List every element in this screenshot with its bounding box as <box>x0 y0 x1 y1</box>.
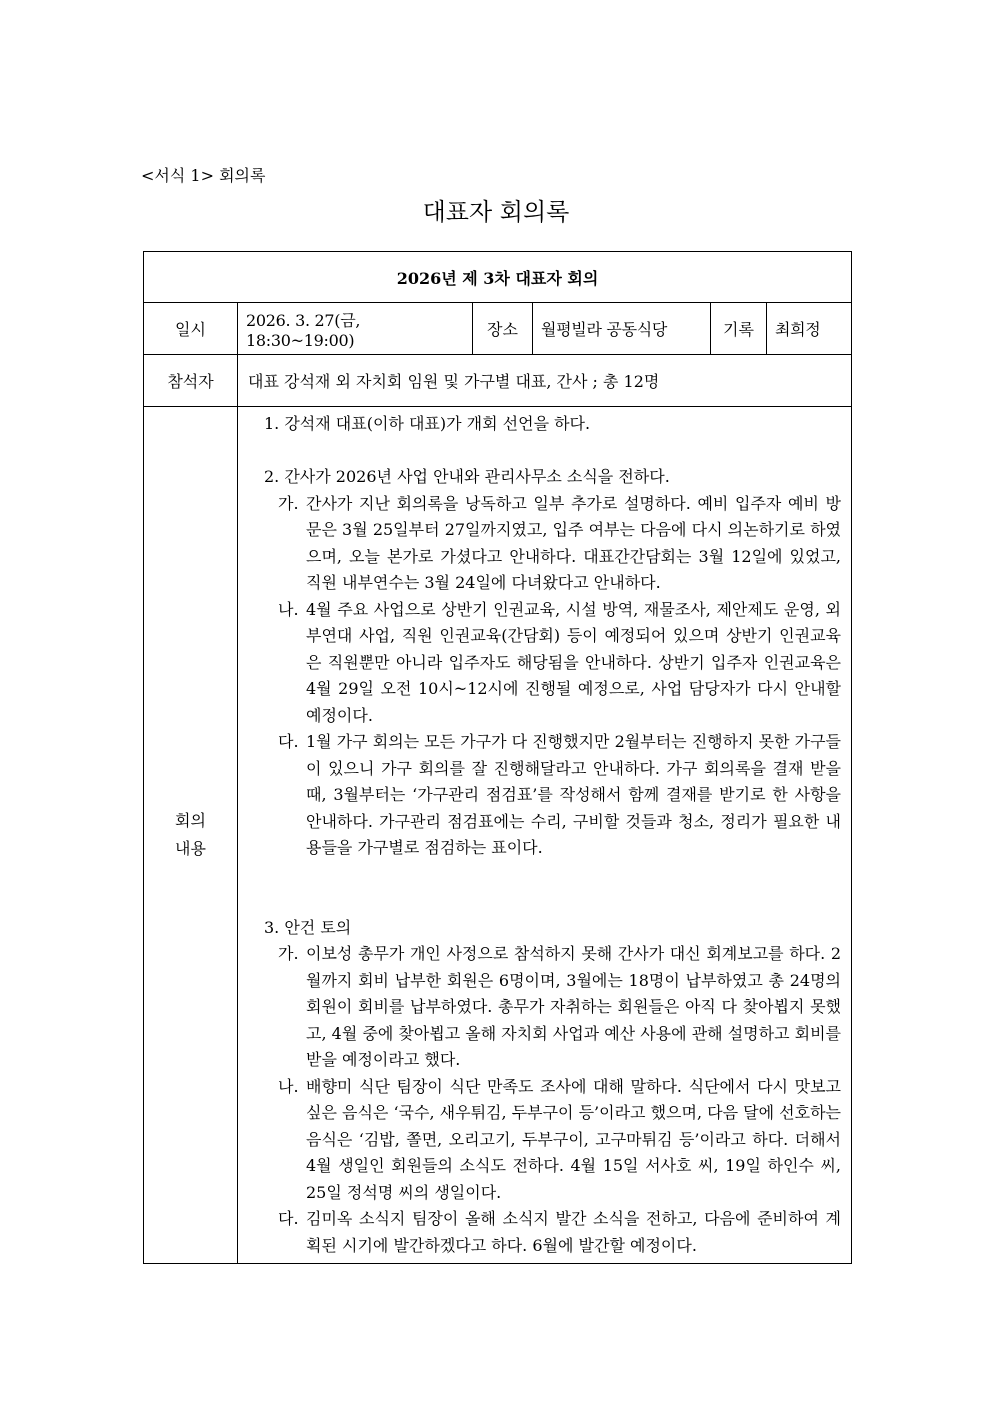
recorder-label: 기록 <box>711 303 767 355</box>
content-label <box>144 407 238 1264</box>
minutes-table <box>143 251 852 1264</box>
section-1-title: 1. 강석재 대표(이하 대표)가 개회 선언을 하다. <box>264 414 591 433</box>
attendees-label: 참석자 <box>144 355 238 407</box>
section-2 <box>260 464 841 862</box>
item-text: 이보성 총무가 개인 사정으로 참석하지 못해 간사가 대신 회계보고를 하다. 2월까지 회비 납부한 회원은 6명이며, 3월에는 18명이 납부하였고 총 24명의 회원이 회비를 납부하였다. 총무가 자취하는 회원들은 아직 다 찾아뵙지 못했고, 4월 중에 찾아뵙고 올해 자치회 사업과 예산 사용에 관해 설명하고 회비를 받을 예정이라고 했다. <box>306 944 841 1069</box>
item-marker: 나. <box>278 599 299 619</box>
item-text: 김미옥 소식지 팀장이 올해 소식지 발간 소식을 전하고, 다음에 준비하여 계획된 시기에 발간하겠다고 하다. 6월에 발간할 예정이다. <box>306 1209 841 1255</box>
item-text: 간사가 지난 회의록을 낭독하고 일부 추가로 설명하다. 예비 입주자 예비 방문은 3월 25일부터 27일까지였고, 입주 여부는 다음에 다시 의논하기로 하였으며, 오늘 본가로 가셨다고 안내하다. 대표간간담회는 3월 12일에 있었고, 직원 내부연수는 3월 24일에 다녀왔다고 안내하다. <box>306 493 841 592</box>
section-2-title: 2. 간사가 2026년 사업 안내와 관리사무소 소식을 전하다. <box>264 467 670 486</box>
list-item <box>260 729 841 862</box>
item-text: 배향미 식단 팀장이 식단 만족도 조사에 대해 말하다. 식단에서 다시 맛보고 싶은 음식은 ‘국수, 새우튀김, 두부구이 등’이라고 했으며, 다음 달에 선호하는 음식은 ‘김밥, 쫄면, 오리고기, 두부구이, 고구마튀김 등’이라고 하다. 더해서 4월 생일인 회원들의 소식도 전하다. 4월 15일 서사호 씨, 19일 하인수 씨, 25일 정석명 씨의 생일이다. <box>306 1076 841 1202</box>
item-text: 4월 주요 사업으로 상반기 인권교육, 시설 방역, 재물조사, 제안제도 운영, 외부연대 사업, 직원 인권교육(간담회) 등이 예정되어 있으며 상반기 인권교육은 직원뿐만 아니라 입주자도 해당됨을 안내하다. 상반기 입주자 인권교육은 4월 29일 오전 10시~12시에 진행될 예정으로, 사업 담당자가 다시 안내할 예정이다. <box>306 599 841 725</box>
list-item <box>260 597 841 730</box>
list-item <box>260 941 841 1074</box>
item-marker: 나. <box>278 1076 299 1096</box>
place-label: 장소 <box>473 303 533 355</box>
recorder-value: 최희정 <box>767 303 852 355</box>
section-3 <box>260 915 841 1260</box>
content-cell <box>238 407 852 1264</box>
date-label: 일시 <box>144 303 238 355</box>
content-label-line1: 회의 <box>175 811 206 830</box>
document-title: 대표자 회의록 <box>422 198 570 226</box>
item-text: 1월 가구 회의는 모든 가구가 다 진행했지만 2월부터는 진행하지 못한 가구들이 있으니 가구 회의를 잘 진행해달라고 안내하다. 가구 회의록을 결재 받을 때, 3월부터는 ‘가구관리 점검표’를 작성해서 함께 결재를 받기로 한 사항을 안내하다. 가구관리 점검표에는 수리, 구비할 것들과 청소, 정리가 필요한 내용들을 가구별로 점검하는 표이다. <box>306 732 841 857</box>
list-item <box>260 491 841 597</box>
list-item <box>260 1074 841 1207</box>
meeting-title: 2026년 제 3차 대표자 회의 <box>144 252 852 303</box>
form-label: <서식 1> 회의록 <box>141 166 266 185</box>
section-3-title: 3. 안건 토의 <box>264 917 352 937</box>
list-item <box>260 1206 841 1259</box>
attendees-value: 대표 강석재 외 자치회 임원 및 가구별 대표, 간사 ; 총 12명 <box>238 355 852 407</box>
place-value: 월평빌라 공동식당 <box>533 303 711 355</box>
date-value: 2026. 3. 27(금, 18:30~19:00) <box>238 303 473 355</box>
section-1 <box>260 411 841 438</box>
item-marker: 다. <box>278 732 299 751</box>
item-marker: 다. <box>278 1209 299 1228</box>
item-marker: 가. <box>278 493 299 513</box>
item-marker: 가. <box>278 944 299 963</box>
content-label-line2: 내용 <box>175 839 206 858</box>
